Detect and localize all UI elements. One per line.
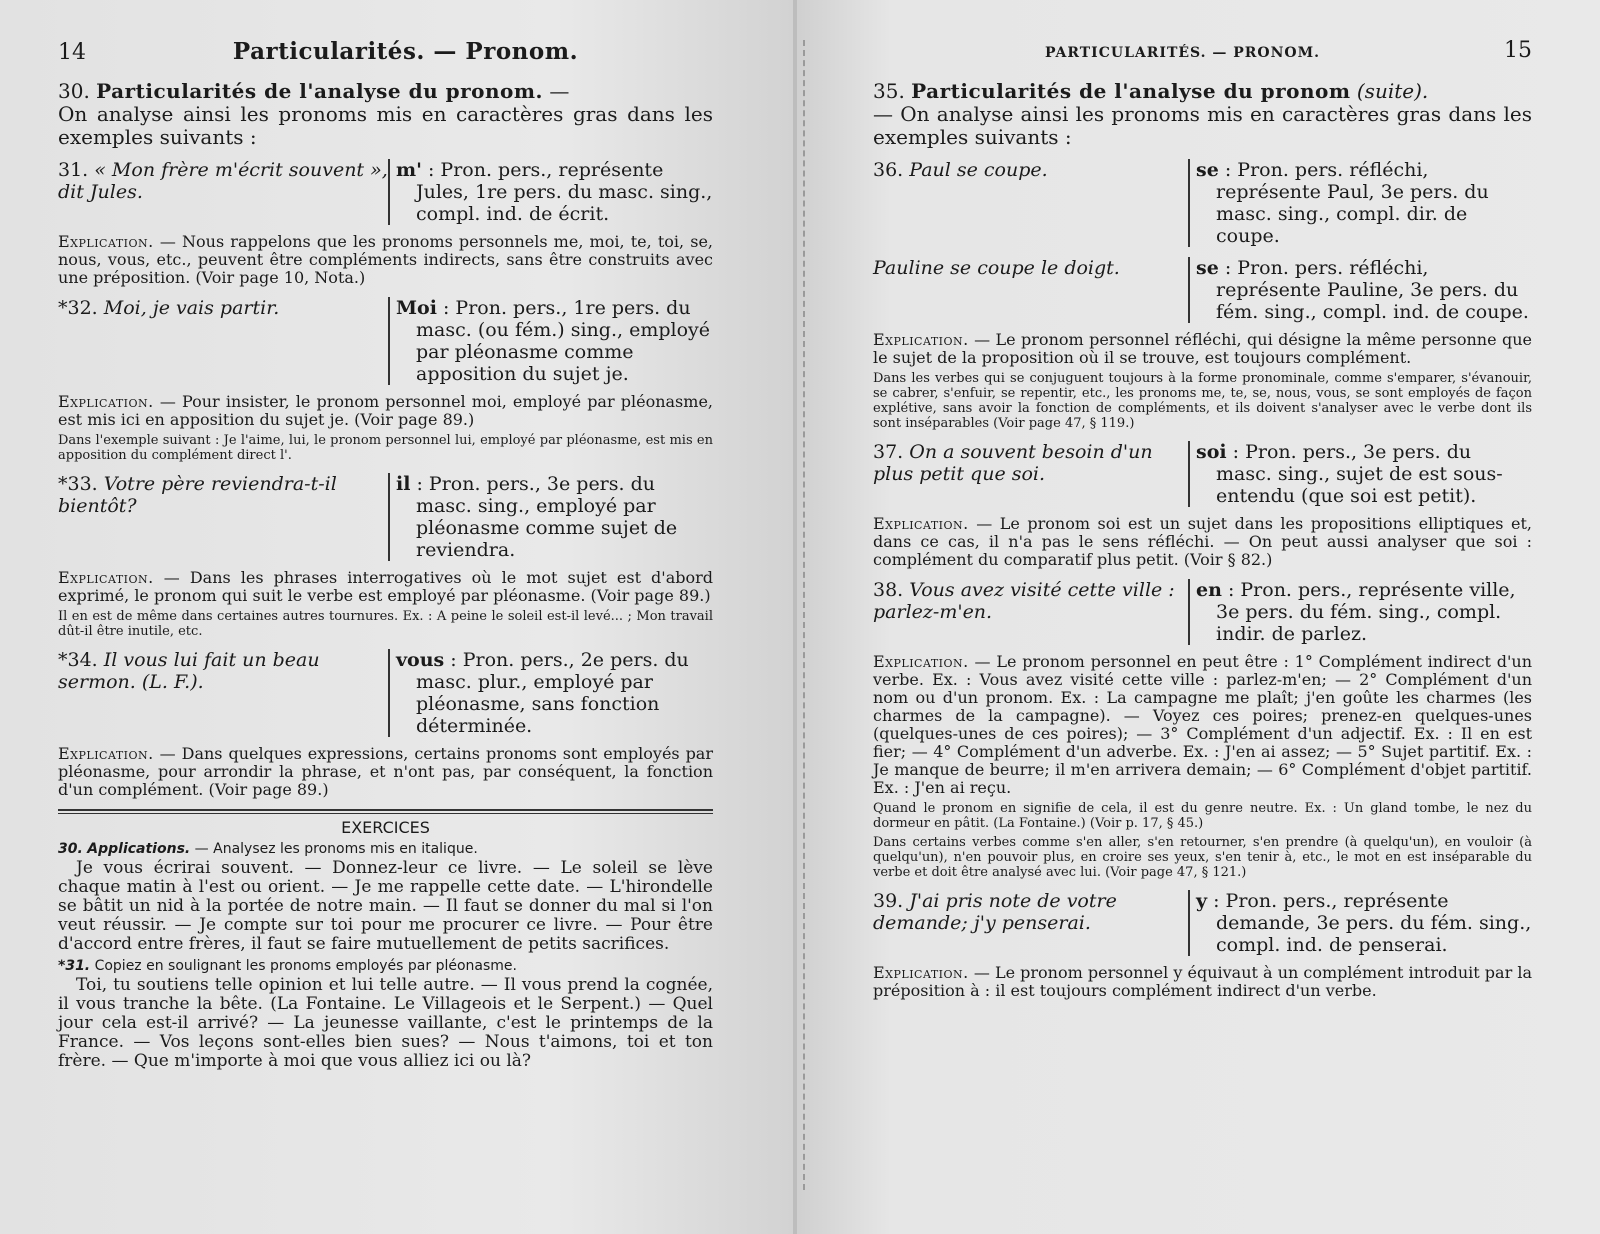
analysis-text: : Pron. pers., représente ville, 3e pers. du fém. sing., compl. indir. de parlez. <box>1216 579 1516 645</box>
explanation-label: Explication. <box>58 392 154 411</box>
binding-stitch <box>803 40 807 1190</box>
explanation-33 <box>58 569 713 605</box>
example-analysis <box>1188 159 1532 247</box>
example-31 <box>58 159 713 225</box>
explanation-34 <box>58 745 713 799</box>
section-35-intro: — On analyse ainsi les pronoms mis en caractères gras dans les exemples suivants : <box>873 102 1532 149</box>
exercise-number: 30. <box>58 841 83 857</box>
example-analysis <box>1188 441 1532 507</box>
example-38 <box>873 579 1532 645</box>
note-36: Dans les verbes qui se conjuguent toujours à la forme pronominale, comme s'emparer, s'évanouir, se cabrer, s'enfuir, se repentir, etc., les pronoms me, te, se, nous, vous, se sont employés de façon explétive, sans avoir la fonction de compléments, et ils doivent s'analyser avec le verbe dont ils sont inséparables (Voir page 47, § 119.) <box>873 371 1532 431</box>
exercise-title: Applications. <box>87 841 191 857</box>
note-33: Il en est de même dans certaines autres tournures. Ex. : A peine le soleil est-il levé... ; Mon travail dût-il être inutile, etc. <box>58 609 713 639</box>
example-phrase <box>58 297 388 385</box>
double-rule <box>58 809 713 814</box>
exercises-heading: EXERCICES <box>341 818 430 837</box>
analyzed-word: en <box>1196 579 1222 601</box>
example-phrase <box>873 257 1188 323</box>
note-38b: Dans certains verbes comme s'en aller, s'en retourner, s'en prendre (à quelqu'un), en vouloir (à quelqu'un), n'en pouvoir plus, en croire ses yeux, s'en tenir à, etc., le mot en est inséparable du verbe et doit être analysé avec lui. (Voir page 47, § 121.) <box>873 835 1532 880</box>
example-number: *32. <box>58 297 98 319</box>
explanation-label: Explication. <box>873 330 969 349</box>
analyzed-word: Moi <box>396 297 437 319</box>
exercise-30-title <box>58 841 713 857</box>
note-32: Dans l'exemple suivant : Je l'aime, lui, le pronom personnel lui, employé par pléonasme, est mis en apposition du complément direct l'. <box>58 433 713 463</box>
example-number: 39. <box>873 890 904 912</box>
analyzed-word: vous <box>396 649 445 671</box>
example-34 <box>58 649 713 737</box>
explanation-label: Explication. <box>873 963 969 982</box>
exercise-30-text: Je vous écrirai souvent. — Donnez-leur ce livre. — Le soleil se lève chaque matin à l'est ou orient. — Je me rappelle cette date. — L'hirondelle se bâtit un nid à la portée de notre main. — Il faut se donner du mal si l'on veut réussir. — Je compte sur toi pour me procurer ce livre. — Pour être d'accord entre frères, il faut se faire mutuellement de petits sacrifices. <box>58 858 713 954</box>
example-phrase <box>873 579 1188 645</box>
example-phrase <box>873 890 1188 956</box>
example-sentence: Moi, je vais partir. <box>103 297 280 319</box>
analyzed-word: m' <box>396 159 422 181</box>
example-sentence: Il vous lui fait un beau sermon. (L. F.). <box>58 649 320 693</box>
example-39 <box>873 890 1532 956</box>
analysis-text: : Pron. pers., 2e pers. du masc. plur., employé par pléonasme, sans fonction déterminée. <box>416 649 689 737</box>
explanation-text: — Le pronom personnel réfléchi, qui désigne la même personne que le sujet de la proposition où il se trouve, est toujours complément. <box>873 330 1532 367</box>
example-sentence: Votre père reviendra-t-il bientôt? <box>58 473 337 517</box>
explanation-label: Explication. <box>58 232 154 251</box>
explanation-38 <box>873 653 1532 797</box>
book-spine <box>793 0 797 1234</box>
running-head-title: Particularités. — Pronom. <box>232 38 579 65</box>
page-number: 15 <box>1504 38 1532 63</box>
example-analysis <box>1188 579 1532 645</box>
example-analysis <box>1188 257 1532 323</box>
example-sentence: Pauline se coupe le doigt. <box>873 257 1120 279</box>
analysis-text: : Pron. pers. réfléchi, représente Pauline, 3e pers. du fém. sing., compl. ind. de coupe. <box>1216 257 1529 323</box>
example-number: *34. <box>58 649 98 671</box>
example-37 <box>873 441 1532 507</box>
section-title-suite: (suite). <box>1356 79 1429 103</box>
explanation-label: Explication. <box>58 568 154 587</box>
analyzed-word: se <box>1196 159 1219 181</box>
explanation-32 <box>58 393 713 429</box>
example-sentence: « Mon frère m'écrit souvent », dit Jules. <box>58 159 388 203</box>
running-head-title: PARTICULARITÉS. — PRONOM. <box>1044 45 1320 61</box>
explanation-label: Explication. <box>873 652 969 671</box>
analyzed-word: soi <box>1196 441 1227 463</box>
example-analysis <box>388 159 713 225</box>
explanation-text: — Nous rappelons que les pronoms personnels me, moi, te, toi, se, nous, vous, etc., peuvent être compléments indirects, sans être construits avec une préposition. (Voir page 10, Nota.) <box>58 232 713 287</box>
exercise-number: *31. <box>58 958 91 974</box>
page-number: 14 <box>58 40 86 65</box>
explanation-36 <box>873 331 1532 367</box>
example-sentence: J'ai pris note de votre demande; j'y penserai. <box>873 890 1117 934</box>
example-phrase <box>873 159 1188 247</box>
example-sentence: Paul se coupe. <box>909 159 1048 181</box>
example-32 <box>58 297 713 385</box>
example-number: 38. <box>873 579 904 601</box>
example-analysis <box>388 473 713 561</box>
explanation-text: — Le pronom personnel en peut être : 1° Complément indirect d'un verbe. Ex. : Vous avez visité cette ville : parlez-m'en; — 2° Complément d'un nom ou d'un pronom. Ex. : La campagne me plaît; j'en goûte les charmes (les charmes de la campagne). — Voyez ces poires; prenez-en quelques-unes (quelques-unes de ces poires); — 3° Complément d'un adjectif. Ex. : Il en est fier; — 4° Complément d'un adverbe. Ex. : J'en ai assez; — 5° Sujet partitif. Ex. : Je manque de beurre; il m'en arrivera demain; — 6° Complément d'objet partitif. Ex. : J'en ai reçu. <box>873 652 1532 797</box>
example-phrase <box>58 649 388 737</box>
example-sentence: On a souvent besoin d'un plus petit que soi. <box>873 441 1153 485</box>
analysis-text: : Pron. pers., 3e pers. du masc. sing., sujet de est sous-entendu (que soi est petit). <box>1216 441 1503 507</box>
analysis-text: : Pron. pers., 3e pers. du masc. sing., employé par pléonasme comme sujet de reviendra. <box>416 473 678 561</box>
note-38a: Quand le pronom en signifie de cela, il est du genre neutre. Ex. : Un gland tombe, le nez du dormeur en pâtit. (La Fontaine.) (Voir p. 17, § 45.) <box>873 801 1532 831</box>
exercise-instruction: Copiez en soulignant les pronoms employés par pléonasme. <box>90 958 517 974</box>
example-analysis <box>1188 890 1532 956</box>
analysis-text: : Pron. pers. réfléchi, représente Paul, 3e pers. du masc. sing., compl. dir. de coupe. <box>1216 159 1489 247</box>
explanation-37 <box>873 515 1532 569</box>
exercise-instruction: — Analysez les pronoms mis en italique. <box>190 841 478 857</box>
analyzed-word: il <box>396 473 411 495</box>
example-phrase <box>873 441 1188 507</box>
analysis-text: : Pron. pers., 1re pers. du masc. (ou fém.) sing., employé par pléonasme comme apposition du sujet je. <box>416 297 710 385</box>
analyzed-word: se <box>1196 257 1219 279</box>
analysis-text: : Pron. pers., représente Jules, 1re pers. du masc. sing., compl. ind. de écrit. <box>416 159 713 225</box>
example-number: 31. <box>58 159 89 181</box>
explanation-text: — Dans les phrases interrogatives où le mot sujet est d'abord exprimé, le pronom qui suit le verbe est employé par pléonasme. (Voir page 89.) <box>58 568 713 605</box>
right-page <box>795 0 1600 1234</box>
running-head-right <box>873 38 1532 72</box>
exercise-31-title <box>58 958 713 974</box>
example-number: 36. <box>873 159 904 181</box>
example-36a <box>873 159 1532 247</box>
explanation-label: Explication. <box>873 514 969 533</box>
section-30-title <box>58 80 713 103</box>
analyzed-word: y <box>1196 890 1208 912</box>
explanation-text: — Le pronom soi est un sujet dans les propositions elliptiques et, dans ce cas, il n'a pas le sens réfléchi. — On peut aussi analyser que soi : complément du comparatif plus petit. (Voir § 82.) <box>873 514 1532 569</box>
section-title-dash: — <box>542 79 570 103</box>
example-number: *33. <box>58 473 98 495</box>
example-sentence: Vous avez visité cette ville : parlez-m'en. <box>873 579 1175 623</box>
example-analysis <box>388 297 713 385</box>
section-title-text: Particularités de l'analyse du pronom. <box>96 79 543 103</box>
left-page <box>0 0 795 1234</box>
explanation-text: — Pour insister, le pronom personnel moi, employé par pléonasme, est mis ici en apposition du sujet je. (Voir page 89.) <box>58 392 713 429</box>
explanation-31 <box>58 233 713 287</box>
explanation-text: — Dans quelques expressions, certains pronoms sont employés par pléonasme, pour arrondir la phrase, et n'ont pas, par conséquent, la fonction d'un complément. (Voir page 89.) <box>58 744 713 799</box>
section-35-title <box>873 80 1532 103</box>
example-number: 37. <box>873 441 904 463</box>
exercise-31-text: Toi, tu soutiens telle opinion et lui telle autre. — Il vous prend la cognée, il vous tranche la bête. (La Fontaine. Le Villageois et le Serpent.) — Quel jour cela est-il arrivé? — La jeunesse vaillante, c'est le printemps de la France. — Vos leçons sont-elles bien sues? — Nous t'aimons, toi et ton frère. — Que m'importe à moi que vous alliez ici ou là? <box>58 975 713 1071</box>
section-30-intro: On analyse ainsi les pronoms mis en caractères gras dans les exemples suivants : <box>58 102 713 149</box>
running-head-left <box>58 38 713 72</box>
section-title-text: Particularités de l'analyse du pronom <box>911 79 1351 103</box>
example-analysis <box>388 649 713 737</box>
explanation-text: — Le pronom personnel y équivaut à un complément introduit par la préposition à : il est toujours complément indirect d'un verbe. <box>873 963 1532 1000</box>
analysis-text: : Pron. pers., représente demande, 3e pers. du fém. sing., compl. ind. de penserai. <box>1213 890 1532 956</box>
example-36b <box>873 257 1532 323</box>
section-number: 30. <box>58 79 90 103</box>
explanation-label: Explication. <box>58 744 154 763</box>
explanation-39 <box>873 964 1532 1000</box>
section-number: 35. <box>873 79 905 103</box>
example-phrase <box>58 473 388 561</box>
example-phrase <box>58 159 388 225</box>
example-33 <box>58 473 713 561</box>
